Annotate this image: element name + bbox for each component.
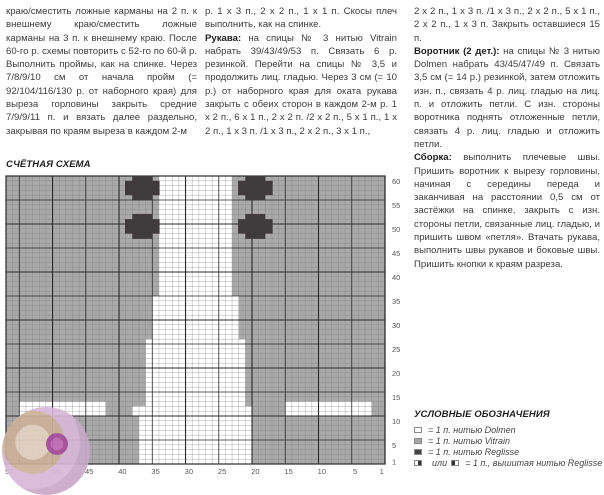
chart-title: СЧЁТНАЯ СХЕМА	[6, 159, 91, 170]
white-swatch-icon	[414, 427, 422, 433]
embroidered-dot-part	[238, 181, 273, 195]
chart-region-dolmen	[159, 176, 232, 296]
x-tick-label: 30	[184, 467, 194, 476]
legend-or-text: или	[432, 458, 448, 469]
x-tick-label: 10	[317, 467, 327, 476]
yarn-ball-icon	[46, 433, 68, 455]
kitten-photo-thumbnail	[2, 407, 90, 495]
legend-item-reglisse	[414, 446, 602, 457]
x-tick-label: 5	[352, 467, 358, 476]
y-tick-label: 1	[392, 457, 397, 467]
y-tick-label: 30	[392, 320, 401, 330]
y-tick-label: 45	[392, 248, 401, 258]
assembly-text: выполнить плечевые швы. Пришить воротник к вырезу горловины, начиная с середины переда и заканчивая на расстоянии 0,5 см от застёжки на спинке, закрыть с изн. стороны петли, связанные лиц. гладью, и пришить швом «петля». Втачать рукава, выполнить швы рукавов и боковые швы. Пришить кнопки к краям разреза.	[414, 152, 600, 270]
x-tick-label: 15	[284, 467, 293, 476]
sleeve-continuation-text: 2 x 2 п., 1 x 3 п. /1 x 3 п., 2 x 2 п., 5 x 1 п., 2 x 2 п., 1 x 3 п. Закрыть оставшиеся 15 п.	[414, 6, 600, 44]
y-tick-label: 10	[392, 416, 401, 426]
legend-label: = 1 п. нитью Dolmen	[428, 424, 516, 435]
x-tick-label: 40	[118, 467, 127, 476]
legend-item-embroidery	[414, 458, 602, 469]
y-tick-label: 50	[392, 224, 401, 234]
sleeves-text: на спицы № 3 нитью Vitrain набрать 39/43/49/53 п. Связать 6 р. резинкой. Перейти на спицы № 3,5 и продолжить лиц. гладью. Через 3 см (= 10 р.) от наборного края для оката рукава закрыть с обеих сторон в каждом 2-м р. 1 x 2 п., 6 x 1 п., 2 x 2 п. /2 x 2 п., 5 x 1 п., 1 x 2 п., 1 x 3 п. /1 x 3 п., 2 x 2 п., 3 x 1 п.,	[205, 32, 397, 137]
instructions-column-1	[6, 5, 197, 138]
y-tick-label: 15	[392, 392, 401, 402]
assembly-heading: Сборка:	[414, 152, 452, 164]
y-tick-label: 5	[392, 440, 397, 450]
x-tick-label: 35	[151, 467, 160, 476]
half-stitch-swatch-icon	[414, 460, 422, 466]
x-tick-label: 25	[217, 467, 227, 476]
chart-region-dolmen	[285, 402, 371, 416]
neckline-continuation-text: р. 1 x 3 п., 2 x 2 п., 1 x 1 п. Скосы плеч выполнить, как на спинке.	[205, 6, 397, 31]
y-tick-label: 55	[392, 200, 401, 210]
embroidered-dot-part	[125, 219, 160, 233]
embroidered-dot-part	[238, 219, 273, 233]
front-instructions-text: краю/сместить ложные карманы на 2 п. к внешнему краю/сместить ложные карманы на 3 п. к внешнему краю. После 60-го р. схемы повторить с 52-го по 60-й р. Выполнить проймы, как на спинке. Через 7/8/9/10 см от начала пройм (= 92/104/116/130 р. от наборного края) для выреза горловины закрыть средние 7/9/9/11 п. и вязать далее раздельно, закрывая по краям выреза в каждом 2-м	[6, 6, 197, 137]
instructions-column-2	[205, 5, 397, 138]
dark-swatch-icon	[414, 449, 422, 455]
legend-title: УСЛОВНЫЕ ОБОЗНАЧЕНИЯ	[414, 409, 550, 420]
y-tick-label: 20	[392, 368, 401, 378]
half-stitch-swatch-alt-icon	[451, 460, 459, 466]
legend-label: = 1 п. нитью Vitrain	[428, 435, 511, 446]
assembly-section	[414, 151, 600, 271]
x-tick-label: 1	[379, 467, 384, 476]
chart-region-dolmen	[152, 296, 238, 339]
x-tick-label: 45	[84, 467, 94, 476]
instructions-column-3	[414, 5, 600, 271]
y-tick-label: 25	[392, 344, 401, 354]
collar-text: на спицы № 3 нитью Dolmen набрать 43/45/47/49 п. Связать 3,5 см (= 14 р.) резинкой, затем отложить изн. п., связать 4 р. лиц. гладью на лиц. п. и отложить петли. С изн. стороны воротника поднять отложенные петли, связать 4 р. лиц. гладью и отложить петли.	[414, 45, 600, 150]
y-tick-label: 40	[392, 272, 401, 282]
collar-heading: Воротник (2 дет.):	[414, 45, 500, 57]
legend-item-dolmen	[414, 424, 602, 435]
embroidered-dot-part	[125, 181, 160, 195]
legend-item-vitrain	[414, 435, 602, 446]
sleeves-section	[205, 32, 397, 138]
legend	[414, 424, 602, 469]
y-tick-label: 60	[392, 176, 401, 186]
collar-section	[414, 45, 600, 151]
gray-swatch-icon	[414, 438, 422, 444]
y-tick-label: 35	[392, 296, 401, 306]
x-tick-label: 20	[251, 467, 260, 476]
sleeves-heading: Рукава:	[205, 32, 242, 44]
legend-label: = 1 п. нитью Reglisse	[428, 446, 520, 457]
legend-label: = 1 п., вышитая нитью Reglisse	[465, 458, 603, 469]
